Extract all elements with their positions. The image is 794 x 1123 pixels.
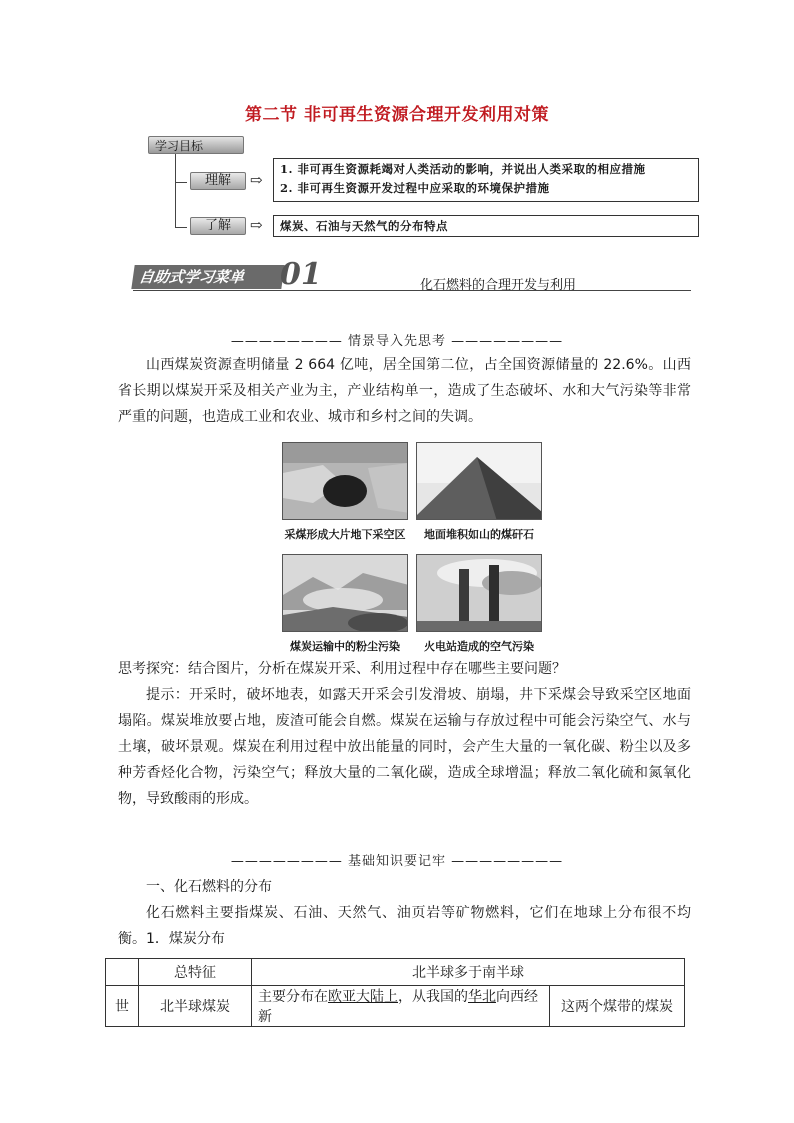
subsidence-illustration	[283, 443, 408, 520]
table-cell: 这两个煤带的煤炭	[550, 986, 685, 1027]
section-title-intro: ———————— 情景导入先思考 ————————	[230, 334, 564, 349]
question-text: 思考探究：结合图片，分析在煤炭开采、利用过程中存在哪些主要问题？	[118, 661, 566, 677]
photo-gangue-pile	[416, 442, 542, 520]
tree-connector	[175, 182, 187, 183]
coal-distribution-table	[105, 958, 685, 1027]
heading-distribution: 一、化石燃料的分布	[146, 879, 272, 895]
table-row	[106, 959, 685, 986]
know-box: 煤炭、石油与天然气的分布特点	[273, 215, 699, 237]
banner-number: 01	[280, 257, 322, 292]
answer-text: 提示：开采时，破坏地表，如露天开采会引发滑坡、崩塌，井下采煤会导致采空区地面塌陷。煤炭堆放要占地，废渣可能会自燃。煤炭在运输与存放过程中可能会污染空气、水与土壤，破坏景观。煤炭在利用过程中放出能量的同时，会产生大量的一氧化碳、粉尘以及多种芳香烃化合物，污染空气；释放大量的二氧化碳，造成全球增温；释放二氧化硫和氮氧化物，导致酸雨的形成。	[118, 687, 691, 807]
photo-caption: 火电站造成的空气污染	[424, 640, 534, 653]
gangue-illustration	[417, 443, 542, 520]
understand-box	[273, 158, 699, 202]
underlined-term: 华北	[468, 989, 496, 1005]
cell-text: ，从我国的	[398, 989, 468, 1005]
table-header-cell: 总特征	[139, 959, 252, 986]
photo-dust-pollution	[282, 554, 408, 632]
cell-text: 向西经新	[258, 989, 538, 1025]
know-tag: 了解	[190, 217, 246, 235]
power-plant-illustration	[417, 555, 542, 632]
tree-connector	[175, 154, 176, 227]
underlined-term: 欧亚大陆上	[328, 989, 398, 1005]
heading-coal: 1．煤炭分布	[146, 931, 225, 947]
cell-text: 主要分布在	[258, 989, 328, 1005]
page-title: 第二节 非可再生资源合理开发利用对策	[245, 105, 549, 125]
dust-illustration	[283, 555, 408, 632]
tree-connector	[175, 227, 187, 228]
table-cell	[106, 959, 139, 986]
understand-tag: 理解	[190, 172, 246, 190]
table-cell: 北半球煤炭	[139, 986, 252, 1027]
photo-caption: 煤炭运输中的粉尘污染	[290, 640, 400, 653]
table-cell	[252, 986, 550, 1027]
arrow-right-icon: ⇨	[250, 216, 263, 234]
section-banner: 自助式学习菜单	[131, 265, 284, 289]
banner-divider	[133, 290, 691, 291]
banner-subtitle: 化石燃料的合理开发与利用	[420, 278, 577, 293]
table-cell: 世	[106, 986, 139, 1027]
photo-subsidence	[282, 442, 408, 520]
table-row	[106, 986, 685, 1027]
arrow-right-icon: ⇨	[250, 171, 263, 189]
photo-caption: 采煤形成大片地下采空区	[284, 528, 406, 541]
photo-caption: 地面堆积如山的煤矸石	[424, 528, 534, 541]
intro-paragraph: 山西煤炭资源查明储量 2 664 亿吨，居全国第二位，占全国资源储量的 22.6%。山西省长期以煤炭开采及相关产业为主，产业结构单一，造成了生态破坏、水和大气污染等非常严重的问题，也造成工业和农业、城市和乡村之间的失调。	[118, 357, 691, 425]
understand-item: 2. 非可再生资源开发过程中应采取的环境保护措施	[280, 181, 550, 195]
understand-item: 1. 非可再生资源耗竭对人类活动的影响，并说出人类采取的相应措施	[280, 162, 646, 176]
photo-power-plant	[416, 554, 542, 632]
objectives-header: 学习目标	[148, 136, 244, 154]
distribution-text: 化石燃料主要指煤炭、石油、天然气、油页岩等矿物燃料，它们在地球上分布很不均衡。	[118, 905, 691, 947]
section-title-basics: ———————— 基础知识要记牢 ————————	[230, 854, 564, 869]
table-header-cell: 北半球多于南半球	[252, 959, 685, 986]
